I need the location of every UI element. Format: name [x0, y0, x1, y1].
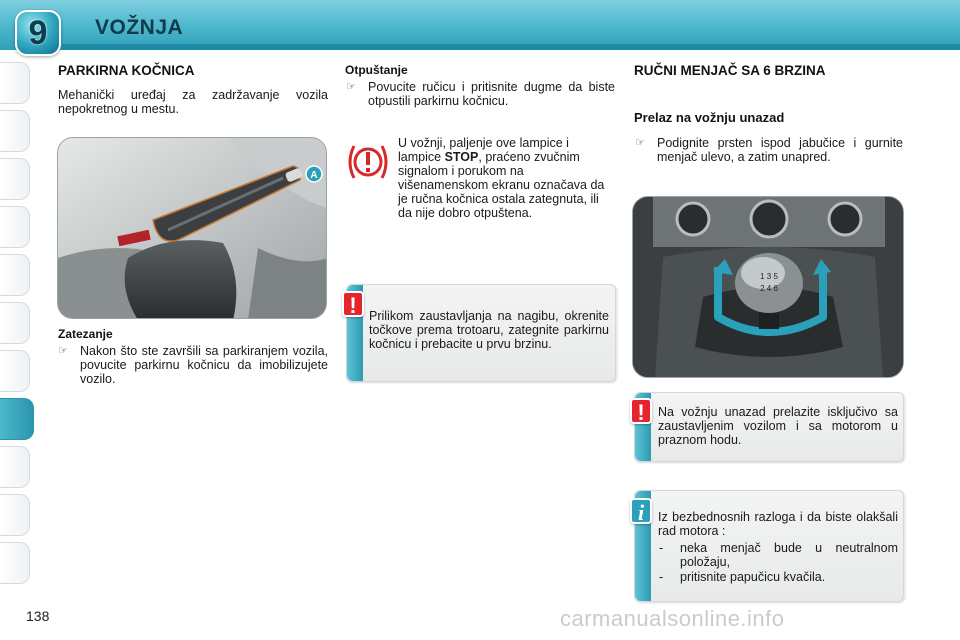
stop-word: STOP: [444, 150, 479, 164]
tightening-bullet: [58, 344, 328, 386]
gear-lever-illustration: [633, 197, 904, 378]
side-tab[interactable]: [0, 110, 30, 152]
chapter-number-badge: [15, 10, 61, 56]
warning-reverse-text: Na vožnju unazad prelazite isključivo sa zaustavljenim vozilom i sa motorom u praznom hodu.: [658, 405, 898, 447]
dash-bullet: -: [659, 570, 664, 584]
reverse-bullet: [635, 136, 903, 164]
page-number: 138: [26, 608, 50, 624]
side-tab[interactable]: [0, 350, 30, 392]
gear-lever-photo: [632, 196, 904, 378]
gearbox-title: RUČNI MENJAČ SA 6 BRZINA: [634, 63, 826, 78]
exclamation-icon: !: [342, 291, 364, 317]
stop-lamp-text-top: [398, 136, 615, 220]
info-list-item: [659, 570, 898, 584]
side-tab[interactable]: [0, 158, 30, 200]
watermark: carmanualsonline.info: [560, 606, 785, 631]
hand-pointer-icon: ☞: [635, 137, 645, 149]
chapter-side-tabs: [0, 62, 34, 582]
side-tab[interactable]: [0, 62, 30, 104]
chapter-title: VOŽNJA: [95, 16, 184, 39]
stop-lamp-text: U vožnji, paljenje ove lampice i lampice: [398, 136, 569, 164]
side-tab[interactable]: [0, 494, 30, 536]
brake-warning-lamp-icon: [346, 140, 390, 184]
tightening-title: Zatezanje: [58, 327, 113, 341]
handbrake-photo: [57, 137, 327, 319]
side-tab[interactable]: [0, 254, 30, 296]
side-tab[interactable]: [0, 206, 30, 248]
info-intro-text: Iz bezbednosnih razloga i da biste olakšali rad motora :: [658, 510, 898, 538]
info-item-2: pritisnite papučicu kvačila.: [680, 570, 826, 584]
release-title: Otpuštanje: [345, 63, 408, 77]
side-tab[interactable]: [0, 302, 30, 344]
stop-lamp-text-end: , praćeno zvučnim signalom i porukom na višenamenskom ekranu označava da je ručna kočnica ostala zategnuta, ili da nije dobro otpuštena.: [398, 150, 605, 220]
parking-brake-title: PARKIRNA KOČNICA: [58, 63, 195, 78]
reverse-title: Prelaz na vožnju unazad: [634, 110, 785, 125]
photo-callout-a: A: [310, 170, 318, 181]
info-list-item: [659, 541, 898, 569]
release-bullet: [346, 80, 615, 108]
svg-text:1 3 5: 1 3 5: [760, 272, 778, 281]
hand-pointer-icon: ☞: [58, 345, 68, 357]
exclamation-icon: !: [630, 398, 652, 424]
chapter-number: 9: [28, 13, 48, 52]
parking-brake-intro: Mehanički uređaj za zadržavanje vozila nepokretnog u mestu.: [58, 88, 328, 116]
hand-pointer-icon: ☞: [346, 81, 356, 93]
header-stripe: [62, 44, 960, 50]
tightening-text: Nakon što ste završili sa parkiranjem vozila, povucite parkirnu kočnicu da imobilizujete vozilo.: [80, 344, 328, 386]
warning-slope-text: Prilikom zaustavljanja na nagibu, okrenite točkove prema trotoaru, zategnite parkirnu kočnicu i prebacite u prvu brzinu.: [369, 309, 609, 351]
dash-bullet: -: [659, 541, 664, 555]
svg-text:2 4 6: 2 4 6: [760, 284, 778, 293]
info-item-1: neka menjač bude u neutralnom položaju,: [680, 541, 898, 569]
release-text: Povucite ručicu i pritisnite dugme da biste otpustili parkirnu kočnicu.: [368, 80, 615, 108]
side-tab-active[interactable]: [0, 398, 34, 440]
handbrake-illustration: [58, 138, 327, 319]
side-tab[interactable]: [0, 446, 30, 488]
reverse-text: Podignite prsten ispod jabučice i gurnite menjač ulevo, a zatim unapred.: [657, 136, 903, 164]
info-icon: i: [630, 498, 652, 524]
side-tab[interactable]: [0, 542, 30, 584]
